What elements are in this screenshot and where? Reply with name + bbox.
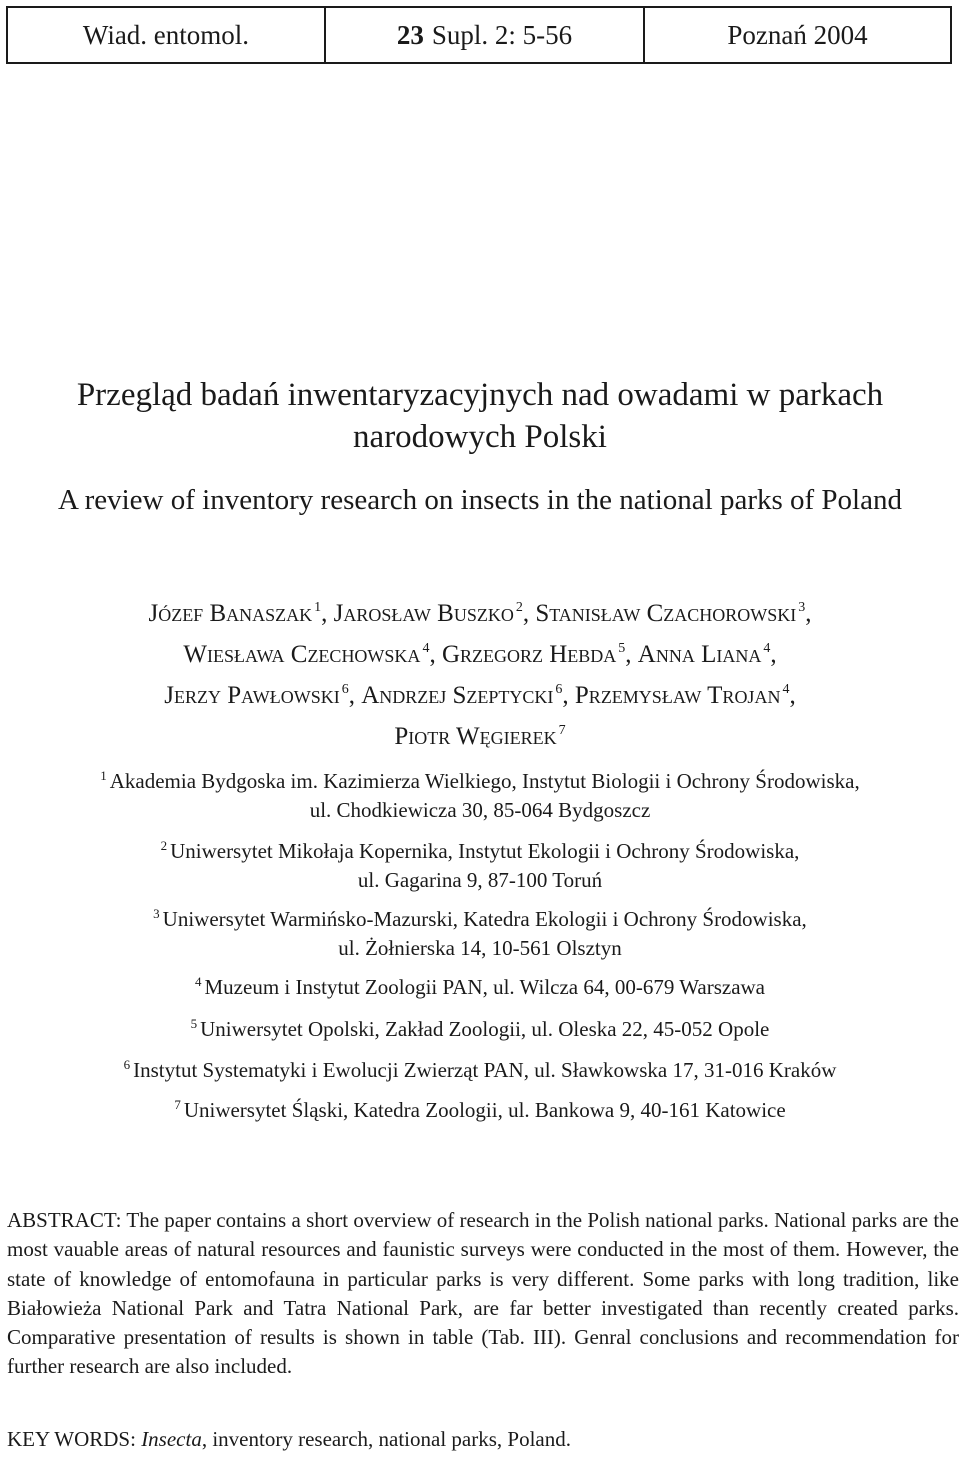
affiliation-text: Uniwersytet Warmińsko-Mazurski, Katedra Ekologii i Ochrony Środowiska, bbox=[162, 907, 807, 931]
affiliation-number: 5 bbox=[190, 1016, 198, 1031]
keywords-label: KEY WORDS: bbox=[7, 1427, 136, 1451]
author-line-2: Wiesława Czechowska $^4$, Grzegorz Hebda $^5$, Anna Liana $^4$, bbox=[183, 641, 777, 668]
author-name: Stanisław Czachorowski bbox=[535, 600, 797, 627]
affiliation-text: Instytut Systematyki i Ewolucji Zwierząt PAN, ul. Sławkowska 17, 31-016 Kraków bbox=[133, 1058, 837, 1082]
affiliation-3 bbox=[0, 899, 960, 963]
author-name: Józef Banaszak bbox=[148, 600, 313, 627]
title-polish-line2: narodowych Polski bbox=[353, 419, 607, 455]
journal-header bbox=[6, 6, 952, 64]
affiliation-text: Uniwersytet Opolski, Zakład Zoologii, ul. Oleska 22, 45-052 Opole bbox=[200, 1017, 770, 1041]
affiliation-number: 4 bbox=[195, 974, 202, 989]
affiliation-number: 3 bbox=[153, 906, 160, 921]
author-affiliation-mark: 4 bbox=[763, 641, 771, 656]
affiliation-line1 bbox=[0, 1090, 960, 1125]
title-polish bbox=[0, 374, 960, 458]
affiliation-line1 bbox=[0, 899, 960, 934]
affiliation-number: 6 bbox=[123, 1057, 131, 1072]
author-line-4 bbox=[0, 713, 960, 754]
author-affiliation-mark: 4 bbox=[782, 682, 790, 697]
affiliation-text: Uniwersytet Mikołaja Kopernika, Instytut Ekologii i Ochrony Środowiska, bbox=[170, 839, 800, 863]
affiliation-line1 bbox=[0, 1009, 960, 1044]
title-english: A review of inventory research on insects in the national parks of Poland bbox=[58, 484, 902, 516]
affiliation-number: 2 bbox=[160, 838, 168, 853]
author-name: Grzegorz Hebda bbox=[441, 641, 617, 668]
journal-name: Wiad. entomol. bbox=[8, 8, 326, 62]
keywords-italic-term: Insecta bbox=[141, 1427, 202, 1451]
author-affiliation-mark: 6 bbox=[341, 682, 349, 697]
author-affiliation-mark: 1 bbox=[314, 600, 322, 615]
author-affiliation-mark: 4 bbox=[422, 641, 430, 656]
affiliation-text: Uniwersytet Śląski, Katedra Zoologii, ul. Bankowa 9, 40-161 Katowice bbox=[183, 1098, 786, 1122]
affiliation-4 bbox=[0, 967, 960, 1002]
affiliation-text: Akademia Bydgoska im. Kazimierza Wielkiego, Instytut Biologii i Ochrony Środowiska, bbox=[109, 769, 860, 793]
author-name: Andrzej Szeptycki bbox=[361, 682, 554, 709]
affiliation-line2: ul. Żołnierska 14, 10-561 Olsztyn bbox=[338, 936, 622, 960]
affiliation-number: 1 bbox=[100, 768, 107, 783]
author-affiliation-mark: 5 bbox=[618, 641, 626, 656]
author-name: Piotr Węgierek bbox=[394, 723, 557, 750]
author-affiliation-mark: 2 bbox=[515, 600, 523, 615]
affiliation-2 bbox=[0, 831, 960, 895]
affiliation-6 bbox=[0, 1050, 960, 1085]
author-name: Przemysław Trojan bbox=[574, 682, 781, 709]
volume-number: 23 bbox=[396, 19, 424, 50]
abstract: ABSTRACT: The paper contains a short overview of research in the Polish national parks. National parks are the most vauable areas of natural resources and faunistic surveys were conducted in the most of them. However, the state of knowledge of entomofauna in particular parks is very different. Some parks with long tradition, like Białowieża National Park and Tatra National Park, are far better investigated than recently created parks. Comparative presentation of results is shown in table (Tab. III). Genral conclusions and recommendation for further research are also included. bbox=[7, 1208, 959, 1379]
affiliation-1 bbox=[0, 761, 960, 825]
author-name: Wiesława Czechowska bbox=[183, 641, 421, 668]
affiliation-number: 7 bbox=[174, 1097, 181, 1112]
affiliation-text: Muzeum i Instytut Zoologii PAN, ul. Wilcza 64, 00-679 Warszawa bbox=[204, 975, 765, 999]
place-year: Poznań 2004 bbox=[727, 19, 868, 50]
affiliation-line2: ul. Chodkiewicza 30, 85-064 Bydgoszcz bbox=[309, 798, 651, 822]
affiliation-5 bbox=[0, 1009, 960, 1044]
title-polish-line1: Przegląd badań inwentaryzacyjnych nad owadami w parkach bbox=[76, 377, 884, 413]
affiliation-line1 bbox=[0, 831, 960, 866]
affiliation-7 bbox=[0, 1090, 960, 1125]
author-affiliation-mark: 3 bbox=[798, 600, 806, 615]
author-name: Anna Liana bbox=[637, 641, 762, 668]
affiliation-line1 bbox=[0, 1050, 960, 1085]
author-name: Jerzy Pawłowski bbox=[164, 682, 340, 709]
affiliation-line1 bbox=[0, 761, 960, 796]
supplement-pages: Supl. 2: 5-56 bbox=[431, 19, 573, 50]
affiliation-line2: ul. Gagarina 9, 87-100 Toruń bbox=[357, 868, 603, 892]
volume-info bbox=[326, 8, 645, 62]
author-line-3: Jerzy Pawłowski $^6$, Andrzej Szeptycki $^6$, Przemysław Trojan $^4$, bbox=[164, 682, 796, 709]
author-affiliation-mark: 6 bbox=[555, 682, 563, 697]
author-name: Jarosław Buszko bbox=[333, 600, 514, 627]
keywords bbox=[7, 1425, 959, 1454]
author-line-1: Józef Banaszak $^1$, Jarosław Buszko $^2$, Stanisław Czachorowski $^3$, bbox=[148, 600, 812, 627]
author-affiliation-mark: 7 bbox=[558, 723, 566, 738]
affiliation-line1 bbox=[0, 967, 960, 1002]
keywords-list: , inventory research, national parks, Poland. bbox=[201, 1427, 571, 1451]
author-list bbox=[0, 590, 960, 754]
